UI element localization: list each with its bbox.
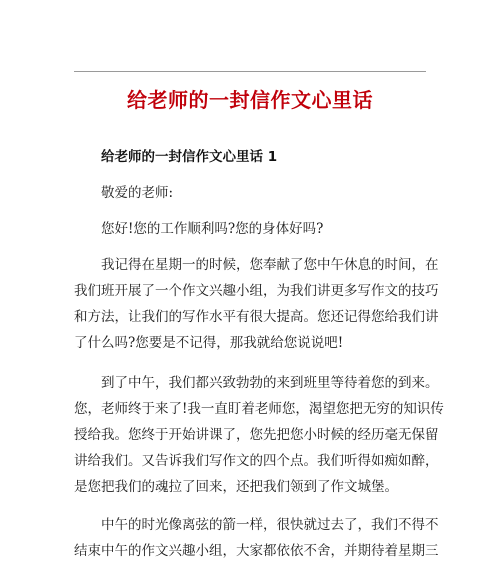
document-title: 给老师的一封信作文心里话: [127, 88, 373, 112]
paragraph-line: 您，老师终于来了!我一直盯着老师您，渴望您把无穷的知识传: [74, 401, 444, 417]
paragraph-line: 授给我。您终于开始讲课了，您先把您小时候的经历毫无保留: [74, 427, 439, 443]
paragraph-line: 中午的时光像离弦的箭一样，很快就过去了，我们不得不: [101, 517, 439, 533]
paragraph-line: 和方法，让我们的写作水平有很大提高。您还记得您给我们讲: [74, 309, 439, 325]
paragraph-2: [74, 370, 444, 500]
paragraph-line: 我们班开展了一个作文兴趣小组，为我们讲更多写作文的技巧: [74, 283, 439, 299]
paragraph-line: 了什么吗?您要是不记得，那我就给您说说吧!: [74, 335, 344, 351]
paragraph-line: 讲给我们。又告诉我们写作文的四个点。我们听得如痴如醉，: [74, 453, 439, 469]
section-heading: 给老师的一封信作文心里话 1: [101, 149, 278, 165]
letter-greeting: 您好!您的工作顺利吗?您的身体好吗?: [101, 221, 324, 237]
paragraph-line: 结束中午的作文兴趣小组，大家都依依不舍，并期待着星期三: [74, 543, 439, 559]
paragraph-line: 是您把我们的魂拉了回来，还把我们领到了作文城堡。: [74, 479, 398, 495]
paragraph-1: [74, 252, 439, 356]
paragraph-line: 到了中午，我们都兴致勃勃的来到班里等待着您的到来。: [101, 375, 439, 391]
top-divider: [74, 71, 426, 72]
paragraph-3: [74, 512, 439, 564]
letter-salutation: 敬爱的老师:: [101, 185, 174, 201]
paragraph-line: 我记得在星期一的时候，您奉献了您中午休息的时间，在: [101, 257, 439, 273]
